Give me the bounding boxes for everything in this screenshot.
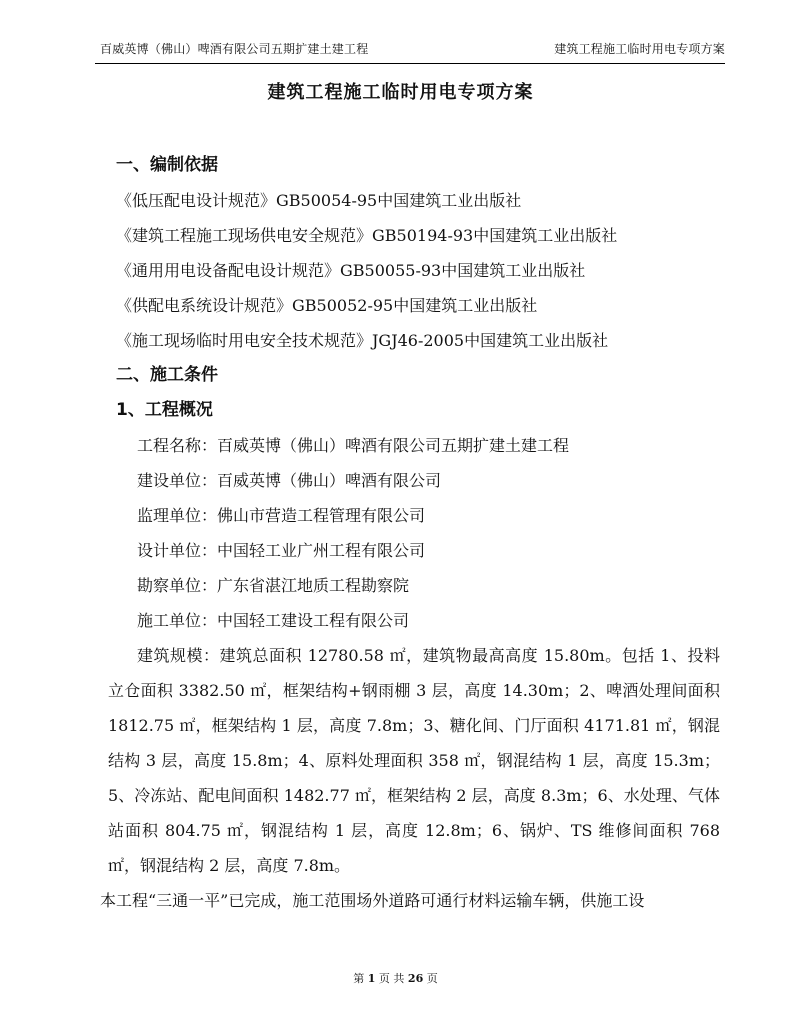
footer-mid: 页 共 [378, 972, 405, 985]
subsection-heading-overview: 1、工程概况 [116, 400, 213, 420]
reference-item: 《供配电系统设计规范》GB50052-95中国建筑工业出版社 [116, 296, 538, 315]
reference-item: 《建筑工程施工现场供电安全规范》GB50194-93中国建筑工业出版社 [116, 226, 618, 245]
field-designer: 设计单位：中国轻工业广州工程有限公司 [137, 541, 426, 560]
reference-item: 《施工现场临时用电安全技术规范》JGJ46-2005中国建筑工业出版社 [116, 331, 609, 350]
section-heading-conditions: 二、施工条件 [116, 365, 218, 385]
reference-item: 《低压配电设计规范》GB50054-95中国建筑工业出版社 [116, 191, 522, 210]
site-paragraph: 本工程“三通一平”已完成，施工范围场外道路可通行材料运输车辆，供施工设 [100, 891, 645, 910]
field-project-name: 工程名称：百威英博（佛山）啤酒有限公司五期扩建土建工程 [137, 436, 570, 455]
field-supervisor: 监理单位：佛山市营造工程管理有限公司 [137, 506, 426, 525]
document-title: 建筑工程施工临时用电专项方案 [267, 82, 534, 103]
scale-paragraph: 建筑规模：建筑总面积 12780.58 ㎡，建筑物最高高度 15.80m。包括 1、投料立仓面积 3382.50 ㎡，框架结构+钢雨棚 3 层，高度 14.30m；2、啤酒处理间面积 1812.75 ㎡，框架结构 1 层，高度 7.8m；3、糖化间、门厅面积 4171.81 ㎡，钢混结构 3 层，高度 15.8m；4、原料处理面积 358 ㎡，钢混结构 1 层，高度 15.3m；5、冷冻站、配电间面积 1482.77 ㎡，框架结构 2 层，高度 8.3m；6、水处理、气体站面积 804.75 ㎡，钢混结构 1 层，高度 12.8m；6、锅炉、TS 维修间面积 768 ㎡，钢混结构 2 层，高度 7.8m。 [108, 646, 720, 875]
header-left-text: 百威英博（佛山）啤酒有限公司五期扩建土建工程 [100, 42, 369, 56]
field-contractor: 施工单位：中国轻工建设工程有限公司 [137, 611, 410, 630]
document-body [100, 148, 720, 918]
field-owner: 建设单位：百威英博（佛山）啤酒有限公司 [137, 471, 442, 490]
reference-item: 《通用用电设备配电设计规范》GB50055-93中国建筑工业出版社 [116, 261, 586, 280]
header-right-text: 建筑工程施工临时用电专项方案 [554, 42, 725, 56]
page-footer [0, 970, 791, 986]
footer-suffix: 页 [426, 972, 438, 985]
footer-prefix: 第 [353, 972, 365, 985]
header-divider [95, 63, 725, 64]
field-surveyor: 勘察单位：广东省湛江地质工程勘察院 [137, 576, 410, 595]
footer-total-pages: 26 [407, 972, 424, 985]
footer-page-number: 1 [367, 972, 376, 985]
section-heading-basis: 一、编制依据 [116, 155, 218, 175]
